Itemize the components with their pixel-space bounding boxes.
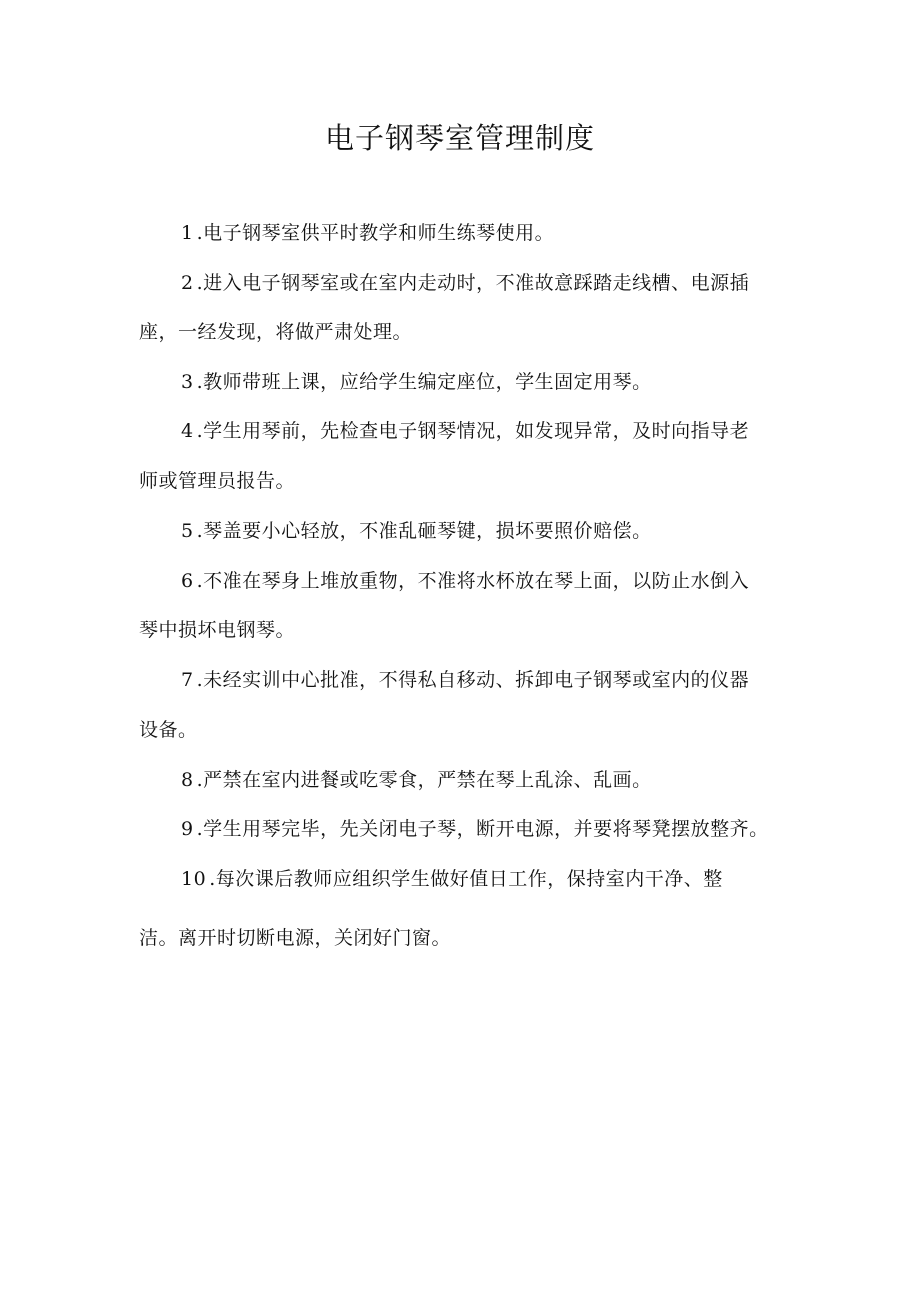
rule-number: 8 bbox=[181, 769, 194, 791]
rule-item-4-line-1 bbox=[181, 416, 749, 446]
rule-text: .学生用琴完毕，先关闭电子琴，断开电源，并要将琴凳摆放整齐。 bbox=[196, 818, 769, 840]
rule-text: .进入电子钢琴室或在室内走动时，不准故意踩踏走线槽、电源插 bbox=[196, 272, 750, 294]
rule-text: .电子钢琴室供平时教学和师生练琴使用。 bbox=[196, 222, 555, 244]
rule-text: .琴盖要小心轻放，不准乱砸琴键，损坏要照价赔偿。 bbox=[196, 520, 652, 542]
rule-number: 10 bbox=[181, 868, 207, 890]
rule-number: 3 bbox=[181, 371, 194, 393]
rule-number: 9 bbox=[181, 818, 194, 840]
rule-text: .教师带班上课，应给学生编定座位，学生固定用琴。 bbox=[196, 371, 652, 393]
rule-item-6-line-2 bbox=[139, 615, 295, 645]
rule-text-continued: 洁。离开时切断电源，关闭好门窗。 bbox=[139, 927, 452, 949]
rule-number: 6 bbox=[181, 570, 194, 592]
rule-item-2-line-1 bbox=[181, 268, 749, 298]
rule-item-10-line-1 bbox=[181, 864, 723, 894]
rule-number: 2 bbox=[181, 272, 194, 294]
rule-item-5-line-1 bbox=[181, 516, 652, 546]
rule-item-2-line-2 bbox=[139, 317, 412, 347]
rule-text: .不准在琴身上堆放重物，不准将水杯放在琴上面，以防止水倒入 bbox=[196, 570, 750, 592]
rule-text-continued: 设备。 bbox=[139, 719, 198, 741]
rule-text: .严禁在室内进餐或吃零食，严禁在琴上乱涂、乱画。 bbox=[196, 769, 652, 791]
rule-number: 7 bbox=[181, 669, 194, 691]
rule-item-10-line-2 bbox=[139, 923, 451, 953]
rule-item-3-line-1 bbox=[181, 367, 652, 397]
rule-item-6-line-1 bbox=[181, 566, 749, 596]
rule-text: .每次课后教师应组织学生做好值日工作，保持室内干净、整 bbox=[209, 868, 723, 890]
rule-item-4-line-2 bbox=[139, 466, 295, 496]
rule-text: .学生用琴前，先检查电子钢琴情况，如发现异常，及时向指导老 bbox=[196, 420, 750, 442]
rule-text: .未经实训中心批准，不得私自移动、拆卸电子钢琴或室内的仪器 bbox=[196, 669, 750, 691]
rule-number: 5 bbox=[181, 520, 194, 542]
rule-item-1-line-1 bbox=[181, 218, 554, 248]
rule-item-7-line-2 bbox=[139, 715, 198, 745]
rule-number: 4 bbox=[181, 420, 194, 442]
rule-item-7-line-1 bbox=[181, 665, 749, 695]
rule-item-9-line-1 bbox=[181, 814, 769, 844]
document-title: 电子钢琴室管理制度 bbox=[324, 121, 595, 155]
rule-text-continued: 琴中损坏电钢琴。 bbox=[139, 619, 296, 641]
rule-text-continued: 座，一经发现，将做严肃处理。 bbox=[139, 321, 413, 343]
rule-item-8-line-1 bbox=[181, 765, 652, 795]
rule-text-continued: 师或管理员报告。 bbox=[139, 470, 296, 492]
rule-number: 1 bbox=[181, 222, 194, 244]
